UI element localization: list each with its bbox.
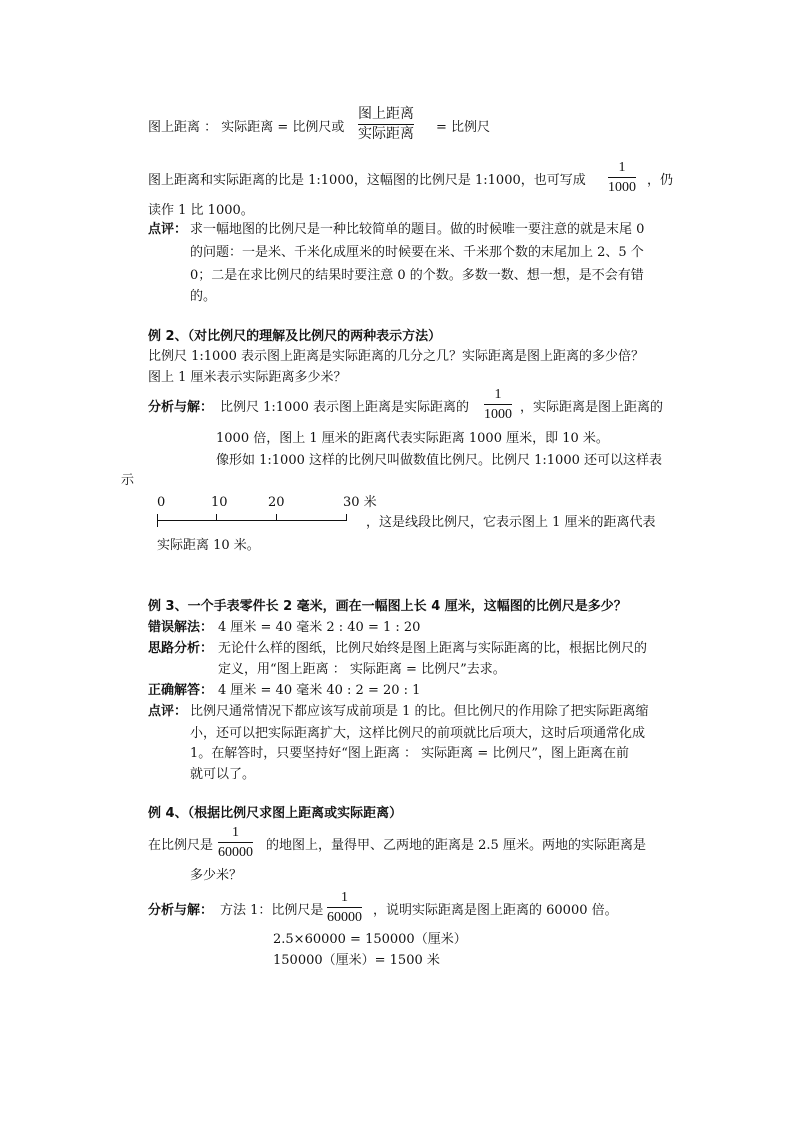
analysis-frac-denominator: 1000 (484, 407, 512, 422)
correct-solution-text: 4 厘米 = 40 毫米 40 : 2 = 20 : 1 (218, 683, 421, 698)
example-2-question-line2: 图上 1 厘米表示实际距离多少米？ (148, 370, 347, 385)
wrong-solution-label: 错误解法： (148, 620, 214, 635)
example-2-title: 例 2、（对比例尺的理解及比例尺的两种表示方法） (148, 329, 442, 344)
example-2-question: 比例尺 1:1000 表示图上距离是实际距离的几分之几？实际距离是图上距离的多少倍？ (148, 349, 645, 364)
intro-frac-numerator: 1 (618, 160, 626, 175)
fraction-bar (218, 842, 253, 843)
formula-left: 图上距离 ： 实际距离 = 比例尺或 (148, 120, 345, 135)
formula-right: = 比例尺 (436, 120, 491, 135)
scale-tick (157, 514, 158, 527)
comment-line: 就可以了。 (190, 767, 256, 782)
example-4-question-end: 的地图上，量得甲、乙两地的距离是 2.5 厘米。两地的实际距离是 (266, 838, 646, 853)
intro-text-end: ，仍 (647, 173, 674, 188)
fraction-bar (484, 404, 512, 405)
comment-line: 小，还可以把实际距离扩大，这样比例尺的前项就比后项大，这时后项通常化成 (190, 726, 646, 741)
analysis-line3: 像形如 1:1000 这样的比例尺叫做数值比例尺。比例尺 1:1000 还可以这样表 (216, 453, 662, 468)
fraction-bar (608, 177, 636, 178)
analysis-frac-numerator: 1 (341, 890, 348, 905)
question-fraction (218, 824, 253, 861)
scale-label-20: 20 (268, 495, 285, 510)
scale-tick (216, 514, 217, 521)
comment-line: 的问题：一是米、千米化成厘米的时候要在米、千米那个数的末尾加上 2、5 个 (190, 245, 644, 260)
calculation-line: 150000（厘米）= 1500 米 (273, 953, 440, 968)
scale-tick (346, 514, 347, 521)
question-frac-denominator: 60000 (218, 845, 253, 860)
fraction-bar (358, 124, 414, 125)
comment-line: 1。在解答时，只要坚持好“图上距离 ： 实际距离 = 比例尺”，图上距离在前 (190, 746, 629, 761)
analysis-label: 分析与解： (148, 400, 214, 415)
thinking-text-line2: 定义，用“图上距离 ： 实际距离 = 比例尺”去求。 (218, 662, 506, 677)
analysis-text: 方法 1：比例尺是 (220, 903, 324, 918)
formula-fraction (358, 106, 414, 143)
scale-label-30: 30 米 (343, 495, 377, 510)
question-frac-numerator: 1 (232, 825, 239, 840)
comment-line: 求一幅地图的比例尺是一种比较简单的题目。做的时候唯一要注意的就是末尾 0 (190, 222, 645, 237)
thinking-label: 思路分析： (148, 641, 214, 656)
scale-description: ，这是线段比例尺，它表示图上 1 厘米的距离代表 (366, 515, 656, 530)
scale-description-line2: 实际距离 10 米。 (157, 538, 260, 553)
analysis-frac-denominator: 60000 (327, 910, 362, 925)
example-4-title: 例 4、（根据比例尺求图上距离或实际距离） (148, 806, 403, 821)
example-4-question-line2: 多少米？ (190, 868, 243, 883)
scale-label-10: 10 (211, 495, 228, 510)
calculation-line: 2.5×60000 = 150000（厘米） (273, 932, 467, 947)
intro-text: 图上距离和实际距离的比是 1:1000，这幅图的比例尺是 1:1000，也可写成 (148, 173, 586, 188)
analysis-line2: 1000 倍，图上 1 厘米的距离代表实际距离 1000 厘米，即 10 米。 (216, 431, 609, 446)
intro-frac-denominator: 1000 (608, 180, 636, 195)
scale-tick (276, 514, 277, 521)
analysis-frac-numerator: 1 (494, 387, 502, 402)
intro-fraction (608, 159, 636, 196)
formula-denominator: 实际距离 (358, 127, 414, 142)
correct-solution-label: 正确解答： (148, 683, 214, 698)
example-4-question: 在比例尺是 (148, 838, 214, 853)
analysis-line4: 示 (121, 473, 135, 488)
analysis-label: 分析与解： (148, 903, 214, 918)
intro-text-line2: 读作 1 比 1000。 (148, 203, 254, 218)
line-scale-bar (157, 520, 347, 521)
fraction-bar (327, 907, 362, 908)
comment-line: 的。 (190, 289, 217, 304)
analysis-fraction (484, 386, 512, 423)
analysis-text: 比例尺 1:1000 表示图上距离是实际距离的 (220, 400, 469, 415)
scale-label-0: 0 (157, 495, 166, 510)
example-3-title: 例 3、一个手表零件长 2 毫米，画在一幅图上长 4 厘米，这幅图的比例尺是多少？ (148, 599, 627, 614)
comment-label: 点评： (148, 704, 188, 719)
wrong-solution-text: 4 厘米 = 40 毫米 2 : 40 = 1 : 20 (218, 620, 421, 635)
formula-numerator: 图上距离 (358, 107, 414, 122)
analysis-fraction (327, 889, 362, 926)
comment-label: 点评： (148, 222, 188, 237)
comment-line: 比例尺通常情况下都应该写成前项是 1 的比。但比例尺的作用除了把实际距离缩 (190, 704, 649, 719)
analysis-text-end: ，实际距离是图上距离的 (520, 400, 664, 415)
analysis-text-end: ，说明实际距离是图上距离的 60000 倍。 (373, 903, 618, 918)
comment-line: 0；二是在求比例尺的结果时要注意 0 的个数。多数一数、想一想，是不会有错 (190, 268, 644, 283)
thinking-text: 无论什么样的图纸，比例尺始终是图上距离与实际距离的比，根据比例尺的 (218, 641, 648, 656)
